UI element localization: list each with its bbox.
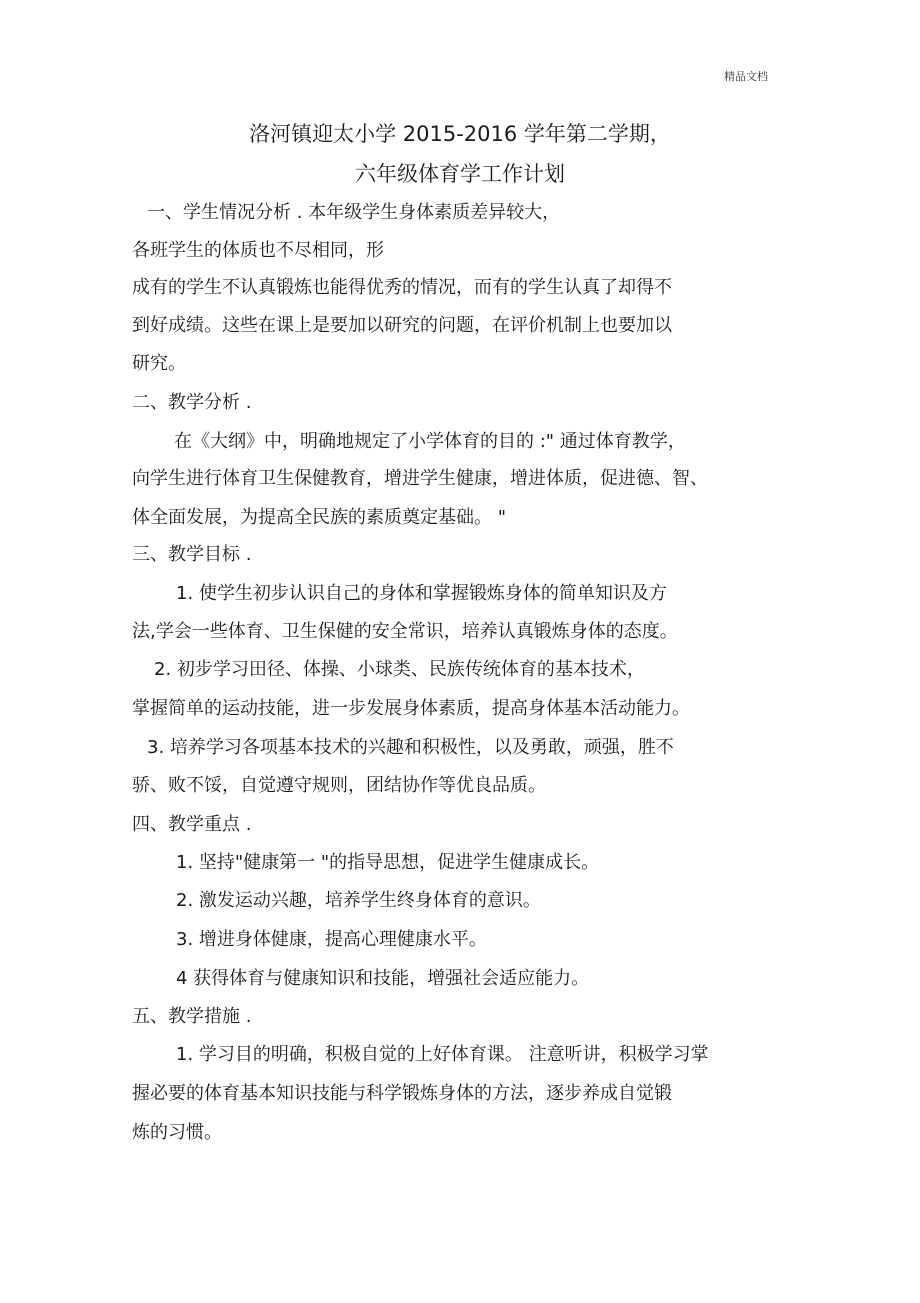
text-line: 掌握简单的运动技能，进一步发展身体素质，提高身体基本活动能力。 xyxy=(132,698,690,719)
text-line: 2. 初步学习田径、体操、小球类、民族传统体育的基本技术， xyxy=(154,659,645,680)
list-item: 1. 坚持"健康第一 "的指导思想，促进学生健康成长。 xyxy=(176,852,600,873)
section-heading: 五、教学措施 . xyxy=(132,1006,252,1027)
text-line: 研究。 xyxy=(132,353,186,374)
text-line: 1. 使学生初步认识自己的身体和掌握锻炼身体的简单知识及方 xyxy=(176,583,667,604)
text-line: 体全面发展，为提高全民族的素质奠定基础。 " xyxy=(132,507,506,528)
section-heading: 三、教学目标 . xyxy=(132,544,252,565)
section-heading: 二、教学分析 . xyxy=(132,392,252,413)
text-line: 各班学生的体质也不尽相同，形 xyxy=(132,240,384,261)
list-item: 4 获得体育与健康知识和技能，增强社会适应能力。 xyxy=(176,968,590,989)
text-line: 到好成绩。这些在课上是要加以研究的问题，在评价机制上也要加以 xyxy=(132,315,672,336)
text-line: 成有的学生不认真锻炼也能得优秀的情况，而有的学生认真了却得不 xyxy=(132,277,672,298)
text-line: 骄、败不馁，自觉遵守规则，团结协作等优良品质。 xyxy=(132,775,546,796)
text-line: 炼的习惯。 xyxy=(132,1122,222,1143)
list-item: 3. 增进身体健康，提高心理健康水平。 xyxy=(176,929,487,950)
text-line: 向学生进行体育卫生保健教育，增进学生健康，增进体质，促进德、智、 xyxy=(132,468,708,489)
text-line: 一、学生情况分析 . 本年级学生身体素质差异较大， xyxy=(147,202,561,223)
list-item: 2. 激发运动兴趣，培养学生终身体育的意识。 xyxy=(176,890,541,911)
text-line: 3. 培养学习各项基本技术的兴趣和积极性，以及勇敢，顽强，胜不 xyxy=(147,737,674,758)
text-line: 在《大纲》中，明确地规定了小学体育的目的 :" 通过体育教学， xyxy=(174,431,686,452)
text-line: 1. 学习目的明确，积极自觉的上好体育课。 注意听讲，积极学习掌 xyxy=(176,1044,709,1065)
document-title-line2: 六年级体育学工作计划 xyxy=(355,162,565,186)
document-title-line1: 洛河镇迎太小学 2015-2016 学年第二学期， xyxy=(249,122,671,146)
section-heading: 四、教学重点 . xyxy=(132,814,252,835)
text-line: 法,学会一些体育、卫生保健的安全常识，培养认真锻炼身体的态度。 xyxy=(132,621,678,642)
text-line: 握必要的体育基本知识技能与科学锻炼身体的方法，逐步养成自觉锻 xyxy=(132,1083,672,1104)
corner-watermark-text: 精品文档 xyxy=(724,70,768,83)
